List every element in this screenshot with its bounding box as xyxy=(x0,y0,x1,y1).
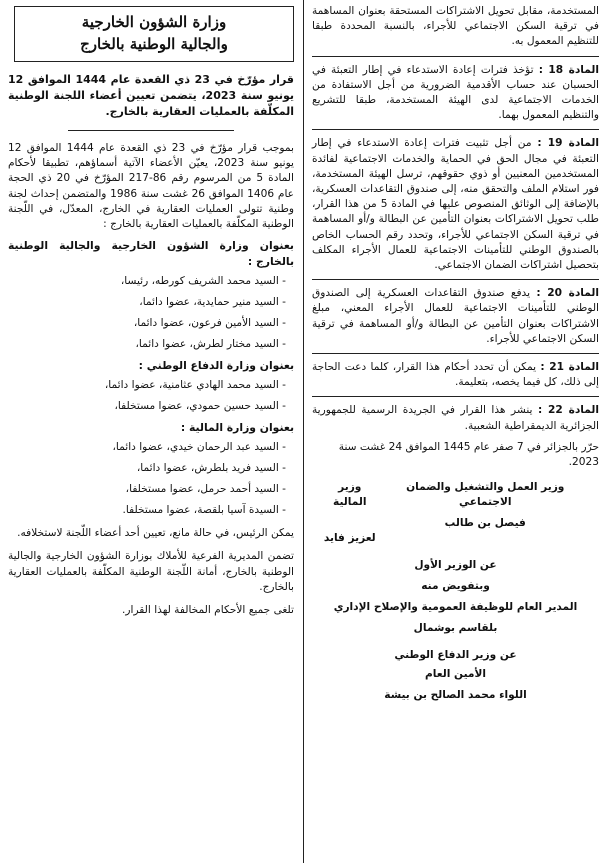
list-item: - السيد محمد الشريف كورطه، رئيسا، xyxy=(120,275,286,288)
article-22-text: ينشر هذا القرار في الجريدة الرسمية للجمهورية الجزائرية الديمقراطية الشعبية. xyxy=(312,404,599,432)
ministry-header-box xyxy=(14,6,294,62)
signature-defense-title: عن وزير الدفاع الوطني xyxy=(394,649,517,662)
list-item: - السيدة آسيا بلقصة، عضوا مستخلفا. xyxy=(122,504,286,517)
signature-labour-name: فيصل بن طالب xyxy=(444,517,526,530)
article-21-label: المادة 21 : xyxy=(540,361,599,374)
decision-heading: قرار مؤرّخ في 23 ذي القعدة عام 1444 الموافق 12 يونيو سنة 2023، يتضمن تعيين أعضاء اللجنة الوطنية المكلّفة بالعمليات العقارية بالخارج. xyxy=(8,73,294,118)
signature-defense xyxy=(312,648,599,703)
article-18-text: تؤخذ فترات إعادة الاستدعاء في إطار التعبئة في الحسبان عند حساب الأقدمية الضرورية من أجل الاستفادة من الخدمات الاجتماعية لدى الهيئة المستخدمة، طبقا للتشريع والتنظيم المعمول بهما. xyxy=(312,63,599,122)
intro-paragraph: بموجب قرار مؤرّخ في 23 ذي القعدة عام 1444 الموافق 12 يونيو سنة 2023، يعيّن الأعضاء الآتية أسماؤهم، تطبيقا لأحكام المادة 5 من المرسوم رقم 86-217 المؤرّخ في 20 ذي الحجة عام 1406 الموافق 26 غشت سنة 1986 والمتضمن إحداث لجنة وطنية تتولى العمليات العقارية في الخارج، المعدّل، في اللّجنة الوطنية المكلّفة بالعمليات العقارية بالخارج : xyxy=(8,142,295,231)
list-item: - السيد حسين حمودي، عضوا مستخلفا، xyxy=(114,400,286,413)
article-20-label: المادة 20 : xyxy=(536,287,599,300)
section-finance: بعنوان وزارة المالية : xyxy=(180,421,294,435)
list-item: - السيد مختار لطرش، عضوا دائما، xyxy=(135,338,286,351)
signature-pm-name: بلقاسم بوشمال xyxy=(413,622,498,635)
article-21-text: يمكن أن تحدد أحكام هذا القرار، كلما دعت الحاجة إلى ذلك، كل فيما يخصه، بتعليمة. xyxy=(312,361,599,389)
list-item: - السيد أحمد حرمل، عضوا مستخلفا، xyxy=(125,483,286,496)
members-foreign-list xyxy=(8,274,294,352)
divider-line xyxy=(312,279,599,280)
article-21 xyxy=(312,360,599,390)
article-19-text: من أجل تثبيت فترات إعادة الاستدعاء في إطار التعبئة في مجال الحق في الحماية والخدمات الاجتماعية لفائدة المستخدمين المعنيين أو ذوي حقوقهم، ترسل الهيئة المستخدمة، فور استلام الملف والتحقق منه، إلى صندوق التقاعدات العسكرية، بالإضافة إلى الوثائق المنصوص عليها في المادة 5 من هذا القرار، طلب تحويل الاشتراكات بعنوان التأمين عن البطالة و/أو المساهمة في ترقية السكن الاجتماعي للأجراء، وتحدد رقم الحساب الخاص بالصندوق الوطني للتأمينات الاجتماعية للعمال الأجراء المكلف بتحصيل اشتراكات الضمان الاجتماعي. xyxy=(312,137,599,272)
article-20-text: يدفع صندوق التقاعدات العسكرية إلى الصندوق الوطني للتأمينات الاجتماعية للعمال الأجراء المعني، مبلغ الاشتراكات بعنوان التأمين عن البطالة و/أو المساهمة في ترقية السكن الاجتماعي للأجراء. xyxy=(312,287,599,345)
date-line: حرّر بالجزائر في 7 صفر عام 1445 الموافق 24 غشت سنة 2023. xyxy=(338,440,599,469)
ministry-title-line1: وزارة الشؤون الخارجية xyxy=(81,13,227,31)
list-item: - السيد محمد الهادي عثامنية، عضوا دائما، xyxy=(104,379,286,392)
divider-line xyxy=(312,129,599,130)
article-19 xyxy=(312,136,599,273)
section-foreign-affairs: بعنوان وزارة الشؤون الخارجية والجالية الوطنية بالخارج : xyxy=(8,239,294,269)
signature-defense-role: الأمين العام xyxy=(425,668,486,681)
signature-finance-title: وزير المالية xyxy=(333,481,367,509)
article-18 xyxy=(312,63,599,124)
right-column xyxy=(312,0,599,703)
list-item: - السيد فريد بلطرش، عضوا دائما، xyxy=(136,462,286,475)
column-divider xyxy=(303,0,304,863)
signature-labour-title: وزير العمل والتشغيل والضمان الاجتماعي xyxy=(406,481,565,509)
signature-pm-role: المدير العام للوظيفة العمومية والإصلاح الإداري xyxy=(333,601,578,614)
paragraph-president: يمكن الرئيس، في حالة مانع، تعيين أحد أعضاء اللّجنة لاستخلافه. xyxy=(17,527,294,540)
signature-labour xyxy=(380,480,591,546)
signature-prime-minister xyxy=(312,558,599,636)
list-item: - السيد عبد الرحمان خيدي، عضوا دائما، xyxy=(112,441,286,454)
members-defense-list xyxy=(8,378,294,414)
signature-defense-name: اللواء محمد الصالح بن بيشة xyxy=(384,689,527,702)
list-item: - السيد الأمين فرعون، عضوا دائما، xyxy=(133,317,286,330)
signature-pm-title: عن الوزير الأول xyxy=(414,559,497,572)
divider-line xyxy=(312,396,599,397)
signature-row xyxy=(312,480,599,546)
article-18-label: المادة 18 : xyxy=(538,63,599,76)
paragraph-repeal: تلغى جميع الأحكام المخالفة لهذا القرار. xyxy=(122,604,294,617)
list-item: - السيد منير حمايدية، عضوا دائما، xyxy=(139,296,286,309)
divider-line xyxy=(312,56,599,57)
signature-finance xyxy=(320,480,380,546)
section-defense: بعنوان وزارة الدفاع الوطني : xyxy=(138,359,294,373)
members-finance-list xyxy=(8,440,294,518)
article-20 xyxy=(312,286,599,347)
paragraph-top: المستخدمة، مقابل تحويل الاشتراكات المستحقة بعنوان المساهمة في ترقية السكن الاجتماعي للأجراء، بالنسبة المحددة طبقا للتنظيم المعمول به. xyxy=(312,5,599,48)
paragraph-secretariat: تضمن المديرية الفرعية للأملاك بوزارة الشؤون الخارجية والجالية الوطنية بالخارج، أمانة اللّجنة الوطنية المكلّفة بالعمليات العقارية بالخارج. xyxy=(8,550,294,593)
heading-rule xyxy=(68,130,234,131)
signature-pm-delegation: وبتفويض منه xyxy=(421,580,490,593)
article-19-label: المادة 19 : xyxy=(537,137,599,150)
article-22 xyxy=(312,403,599,433)
article-22-label: المادة 22 : xyxy=(537,404,599,417)
ministry-title-line2: والجالية الوطنية بالخارج xyxy=(80,35,228,53)
divider-line xyxy=(312,353,599,354)
left-column xyxy=(8,0,294,618)
signature-finance-name: لعزيز فايد xyxy=(323,532,376,545)
